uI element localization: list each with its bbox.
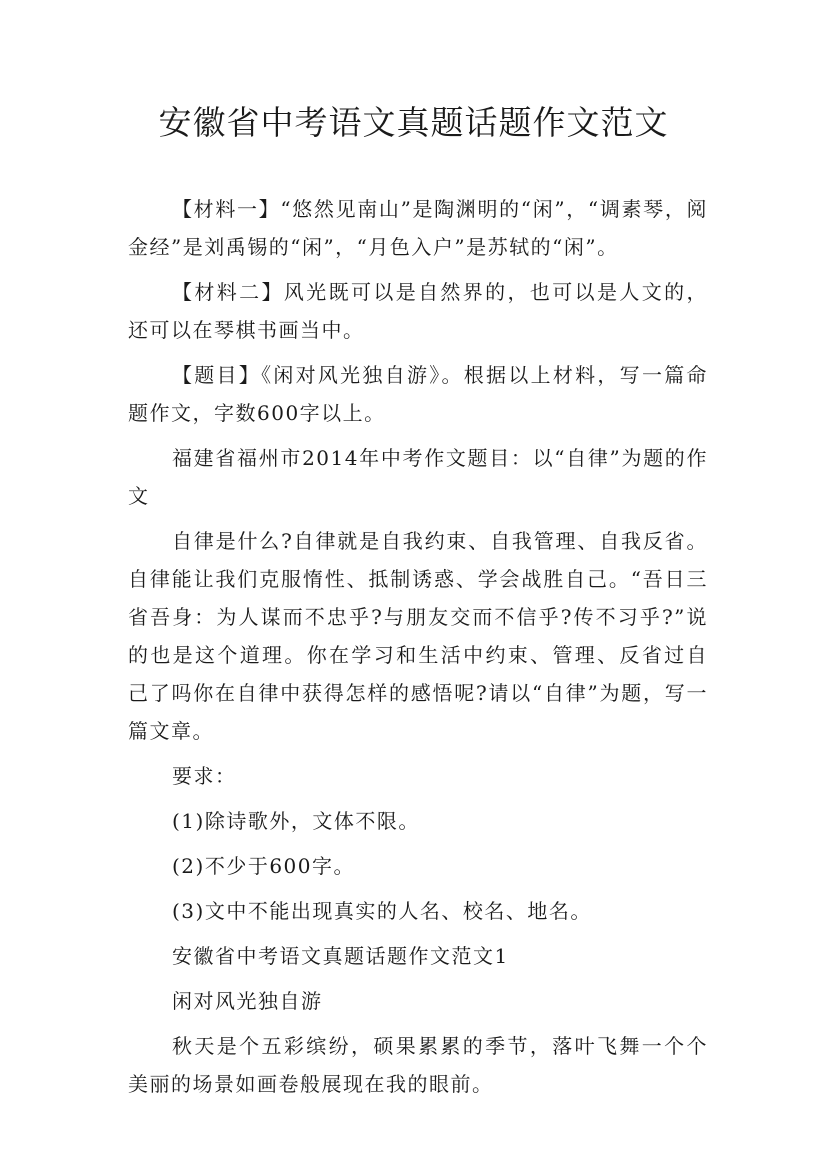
paragraph-sample-title: 闲对风光独自游 [172,989,323,1013]
paragraph-fuzhou-heading: 福建省福州市2014年中考作文题目：以“自律”为题的作文 [128,446,708,508]
document-title: 安徽省中考语文真题话题作文范文 [158,103,669,142]
paragraph-requirement-1: (1)除诗歌外，文体不限。 [172,809,420,833]
paragraph-material-2: 【材料二】风光既可以是自然界的，也可以是人文的，还可以在琴棋书画当中。 [128,280,708,342]
paragraph-requirements-heading: 要求： [172,764,237,788]
paragraph-requirement-3: (3)文中不能出现真实的人名、校名、地名。 [172,899,592,923]
paragraph-sample-heading: 安徽省中考语文真题话题作文范文1 [172,944,509,968]
paragraph-requirement-2: (2)不少于600字。 [172,854,356,878]
document-body [128,190,708,1103]
paragraph-topic: 【题目】《闲对风光独自游》。根据以上材料，写一篇命题作文，字数600字以上。 [128,363,708,425]
paragraph-sample-text: 秋天是个五彩缤纷，硕果累累的季节，落叶飞舞一个个美丽的场景如画卷般展现在我的眼前。 [128,1034,708,1096]
paragraph-material-1: 【材料一】“悠然见南山”是陶渊明的“闲”，“调素琴，阅金经”是刘禹锡的“闲”，“月色入户”是苏轼的“闲”。 [128,197,708,259]
paragraph-self-discipline: 自律是什么?自律就是自我约束、自我管理、自我反省。自律能让我们克服惰性、抵制诱惑、学会战胜自己。“吾日三省吾身：为人谋而不忠乎?与朋友交而不信乎?传不习乎?”说的也是这个道理。你在学习和生活中约束、管理、反省过自己了吗你在自律中获得怎样的感悟呢?请以“自律”为题，写一篇文章。 [128,529,708,743]
